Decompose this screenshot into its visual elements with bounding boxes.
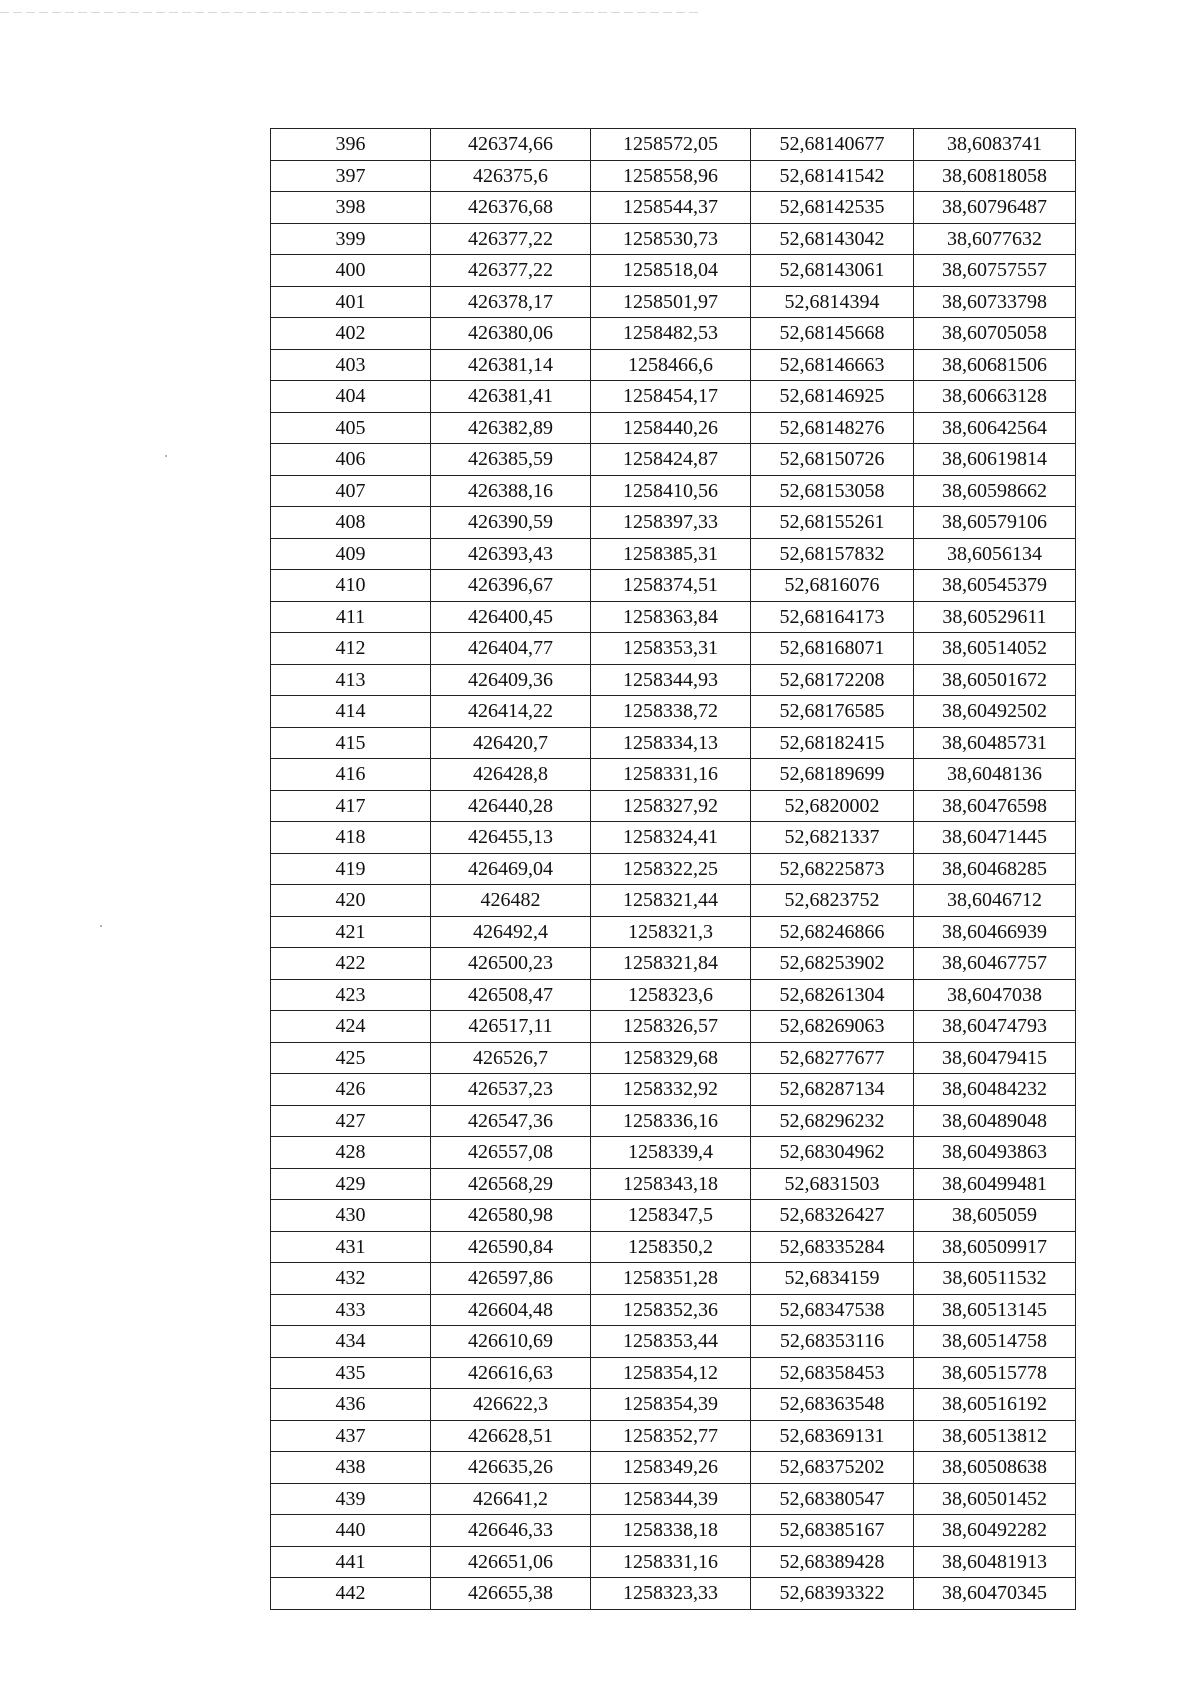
point-number-cell: 403 — [271, 349, 431, 381]
point-number-cell: 436 — [271, 1389, 431, 1421]
latitude-cell: 52,68225873 — [751, 853, 914, 885]
latitude-cell: 52,68146663 — [751, 349, 914, 381]
x-coordinate-cell: 426651,06 — [431, 1546, 591, 1578]
table-row — [271, 192, 1076, 224]
table-row — [271, 1200, 1076, 1232]
latitude-cell: 52,68326427 — [751, 1200, 914, 1232]
x-coordinate-cell: 426469,04 — [431, 853, 591, 885]
table-row — [271, 601, 1076, 633]
x-coordinate-cell: 426580,98 — [431, 1200, 591, 1232]
table-row — [271, 444, 1076, 476]
latitude-cell: 52,68157832 — [751, 538, 914, 570]
latitude-cell: 52,6834159 — [751, 1263, 914, 1295]
y-coordinate-cell: 1258440,26 — [591, 412, 751, 444]
longitude-cell: 38,60514052 — [914, 633, 1076, 665]
table-row — [271, 727, 1076, 759]
longitude-cell: 38,60509917 — [914, 1231, 1076, 1263]
longitude-cell: 38,60513145 — [914, 1294, 1076, 1326]
y-coordinate-cell: 1258344,39 — [591, 1483, 751, 1515]
latitude-cell: 52,68296232 — [751, 1105, 914, 1137]
x-coordinate-cell: 426414,22 — [431, 696, 591, 728]
y-coordinate-cell: 1258326,57 — [591, 1011, 751, 1043]
table-row — [271, 570, 1076, 602]
longitude-cell: 38,60489048 — [914, 1105, 1076, 1137]
table-row — [271, 381, 1076, 413]
y-coordinate-cell: 1258349,26 — [591, 1452, 751, 1484]
x-coordinate-cell: 426610,69 — [431, 1326, 591, 1358]
y-coordinate-cell: 1258424,87 — [591, 444, 751, 476]
table-row — [271, 916, 1076, 948]
latitude-cell: 52,68246866 — [751, 916, 914, 948]
latitude-cell: 52,68369131 — [751, 1420, 914, 1452]
longitude-cell: 38,60476598 — [914, 790, 1076, 822]
x-coordinate-cell: 426396,67 — [431, 570, 591, 602]
longitude-cell: 38,60516192 — [914, 1389, 1076, 1421]
y-coordinate-cell: 1258352,77 — [591, 1420, 751, 1452]
table-row — [271, 1231, 1076, 1263]
longitude-cell: 38,6077632 — [914, 223, 1076, 255]
point-number-cell: 423 — [271, 979, 431, 1011]
y-coordinate-cell: 1258344,93 — [591, 664, 751, 696]
y-coordinate-cell: 1258353,31 — [591, 633, 751, 665]
longitude-cell: 38,60681506 — [914, 349, 1076, 381]
y-coordinate-cell: 1258323,33 — [591, 1578, 751, 1610]
x-coordinate-cell: 426622,3 — [431, 1389, 591, 1421]
point-number-cell: 428 — [271, 1137, 431, 1169]
latitude-cell: 52,68304962 — [751, 1137, 914, 1169]
table-row — [271, 979, 1076, 1011]
point-number-cell: 407 — [271, 475, 431, 507]
longitude-cell: 38,60705058 — [914, 318, 1076, 350]
latitude-cell: 52,68182415 — [751, 727, 914, 759]
longitude-cell: 38,60508638 — [914, 1452, 1076, 1484]
point-number-cell: 441 — [271, 1546, 431, 1578]
y-coordinate-cell: 1258324,41 — [591, 822, 751, 854]
longitude-cell: 38,60818058 — [914, 160, 1076, 192]
x-coordinate-cell: 426597,86 — [431, 1263, 591, 1295]
y-coordinate-cell: 1258466,6 — [591, 349, 751, 381]
point-number-cell: 422 — [271, 948, 431, 980]
table-row — [271, 1011, 1076, 1043]
table-row — [271, 1515, 1076, 1547]
point-number-cell: 419 — [271, 853, 431, 885]
longitude-cell: 38,60663128 — [914, 381, 1076, 413]
y-coordinate-cell: 1258454,17 — [591, 381, 751, 413]
y-coordinate-cell: 1258321,84 — [591, 948, 751, 980]
x-coordinate-cell: 426628,51 — [431, 1420, 591, 1452]
y-coordinate-cell: 1258501,97 — [591, 286, 751, 318]
table-row — [271, 1263, 1076, 1295]
point-number-cell: 405 — [271, 412, 431, 444]
longitude-cell: 38,60485731 — [914, 727, 1076, 759]
x-coordinate-cell: 426378,17 — [431, 286, 591, 318]
x-coordinate-cell: 426420,7 — [431, 727, 591, 759]
latitude-cell: 52,68389428 — [751, 1546, 914, 1578]
table-row — [271, 1483, 1076, 1515]
point-number-cell: 409 — [271, 538, 431, 570]
latitude-cell: 52,68142535 — [751, 192, 914, 224]
latitude-cell: 52,68335284 — [751, 1231, 914, 1263]
point-number-cell: 404 — [271, 381, 431, 413]
point-number-cell: 437 — [271, 1420, 431, 1452]
longitude-cell: 38,60484232 — [914, 1074, 1076, 1106]
latitude-cell: 52,68155261 — [751, 507, 914, 539]
y-coordinate-cell: 1258572,05 — [591, 129, 751, 161]
point-number-cell: 415 — [271, 727, 431, 759]
point-number-cell: 440 — [271, 1515, 431, 1547]
x-coordinate-cell: 426400,45 — [431, 601, 591, 633]
latitude-cell: 52,68380547 — [751, 1483, 914, 1515]
y-coordinate-cell: 1258321,3 — [591, 916, 751, 948]
latitude-cell: 52,6820002 — [751, 790, 914, 822]
table-row — [271, 853, 1076, 885]
longitude-cell: 38,60466939 — [914, 916, 1076, 948]
x-coordinate-cell: 426380,06 — [431, 318, 591, 350]
point-number-cell: 426 — [271, 1074, 431, 1106]
point-number-cell: 434 — [271, 1326, 431, 1358]
x-coordinate-cell: 426381,14 — [431, 349, 591, 381]
latitude-cell: 52,68143042 — [751, 223, 914, 255]
latitude-cell: 52,68385167 — [751, 1515, 914, 1547]
latitude-cell: 52,68146925 — [751, 381, 914, 413]
x-coordinate-cell: 426381,41 — [431, 381, 591, 413]
x-coordinate-cell: 426604,48 — [431, 1294, 591, 1326]
y-coordinate-cell: 1258339,4 — [591, 1137, 751, 1169]
x-coordinate-cell: 426547,36 — [431, 1105, 591, 1137]
point-number-cell: 402 — [271, 318, 431, 350]
point-number-cell: 416 — [271, 759, 431, 791]
latitude-cell: 52,68261304 — [751, 979, 914, 1011]
coordinates-table-body — [271, 129, 1076, 1610]
y-coordinate-cell: 1258331,16 — [591, 759, 751, 791]
x-coordinate-cell: 426482 — [431, 885, 591, 917]
point-number-cell: 397 — [271, 160, 431, 192]
latitude-cell: 52,68189699 — [751, 759, 914, 791]
table-row — [271, 948, 1076, 980]
x-coordinate-cell: 426404,77 — [431, 633, 591, 665]
point-number-cell: 399 — [271, 223, 431, 255]
y-coordinate-cell: 1258530,73 — [591, 223, 751, 255]
point-number-cell: 421 — [271, 916, 431, 948]
latitude-cell: 52,6821337 — [751, 822, 914, 854]
y-coordinate-cell: 1258338,72 — [591, 696, 751, 728]
longitude-cell: 38,60474793 — [914, 1011, 1076, 1043]
longitude-cell: 38,60513812 — [914, 1420, 1076, 1452]
y-coordinate-cell: 1258351,28 — [591, 1263, 751, 1295]
latitude-cell: 52,68277677 — [751, 1042, 914, 1074]
longitude-cell: 38,60642564 — [914, 412, 1076, 444]
y-coordinate-cell: 1258544,37 — [591, 192, 751, 224]
x-coordinate-cell: 426455,13 — [431, 822, 591, 854]
longitude-cell: 38,60733798 — [914, 286, 1076, 318]
y-coordinate-cell: 1258343,18 — [591, 1168, 751, 1200]
latitude-cell: 52,68143061 — [751, 255, 914, 287]
table-row — [271, 633, 1076, 665]
x-coordinate-cell: 426557,08 — [431, 1137, 591, 1169]
latitude-cell: 52,68150726 — [751, 444, 914, 476]
table-row — [271, 129, 1076, 161]
point-number-cell: 438 — [271, 1452, 431, 1484]
x-coordinate-cell: 426646,33 — [431, 1515, 591, 1547]
x-coordinate-cell: 426590,84 — [431, 1231, 591, 1263]
table-row — [271, 286, 1076, 318]
table-row — [271, 1168, 1076, 1200]
x-coordinate-cell: 426382,89 — [431, 412, 591, 444]
longitude-cell: 38,60492502 — [914, 696, 1076, 728]
longitude-cell: 38,60515778 — [914, 1357, 1076, 1389]
longitude-cell: 38,60481913 — [914, 1546, 1076, 1578]
latitude-cell: 52,68375202 — [751, 1452, 914, 1484]
latitude-cell: 52,68347538 — [751, 1294, 914, 1326]
longitude-cell: 38,60514758 — [914, 1326, 1076, 1358]
table-row — [271, 538, 1076, 570]
y-coordinate-cell: 1258327,92 — [591, 790, 751, 822]
table-row — [271, 790, 1076, 822]
point-number-cell: 412 — [271, 633, 431, 665]
coordinates-table — [270, 128, 1076, 1610]
y-coordinate-cell: 1258347,5 — [591, 1200, 751, 1232]
longitude-cell: 38,60467757 — [914, 948, 1076, 980]
table-row — [271, 1357, 1076, 1389]
longitude-cell: 38,60545379 — [914, 570, 1076, 602]
x-coordinate-cell: 426374,66 — [431, 129, 591, 161]
latitude-cell: 52,68140677 — [751, 129, 914, 161]
x-coordinate-cell: 426655,38 — [431, 1578, 591, 1610]
point-number-cell: 432 — [271, 1263, 431, 1295]
table-row — [271, 349, 1076, 381]
point-number-cell: 413 — [271, 664, 431, 696]
table-row — [271, 664, 1076, 696]
longitude-cell: 38,60757557 — [914, 255, 1076, 287]
y-coordinate-cell: 1258332,92 — [591, 1074, 751, 1106]
table-row — [271, 1578, 1076, 1610]
longitude-cell: 38,60471445 — [914, 822, 1076, 854]
point-number-cell: 401 — [271, 286, 431, 318]
scan-edge-mark — [0, 12, 700, 13]
latitude-cell: 52,68253902 — [751, 948, 914, 980]
y-coordinate-cell: 1258482,53 — [591, 318, 751, 350]
y-coordinate-cell: 1258338,18 — [591, 1515, 751, 1547]
longitude-cell: 38,60511532 — [914, 1263, 1076, 1295]
latitude-cell: 52,68358453 — [751, 1357, 914, 1389]
longitude-cell: 38,60796487 — [914, 192, 1076, 224]
x-coordinate-cell: 426390,59 — [431, 507, 591, 539]
x-coordinate-cell: 426393,43 — [431, 538, 591, 570]
point-number-cell: 429 — [271, 1168, 431, 1200]
point-number-cell: 408 — [271, 507, 431, 539]
latitude-cell: 52,68141542 — [751, 160, 914, 192]
longitude-cell: 38,6047038 — [914, 979, 1076, 1011]
x-coordinate-cell: 426641,2 — [431, 1483, 591, 1515]
latitude-cell: 52,68172208 — [751, 664, 914, 696]
latitude-cell: 52,6816076 — [751, 570, 914, 602]
x-coordinate-cell: 426428,8 — [431, 759, 591, 791]
y-coordinate-cell: 1258397,33 — [591, 507, 751, 539]
y-coordinate-cell: 1258321,44 — [591, 885, 751, 917]
y-coordinate-cell: 1258352,36 — [591, 1294, 751, 1326]
x-coordinate-cell: 426376,68 — [431, 192, 591, 224]
table-row — [271, 1105, 1076, 1137]
table-row — [271, 318, 1076, 350]
table-row — [271, 1042, 1076, 1074]
point-number-cell: 442 — [271, 1578, 431, 1610]
point-number-cell: 417 — [271, 790, 431, 822]
point-number-cell: 427 — [271, 1105, 431, 1137]
longitude-cell: 38,60468285 — [914, 853, 1076, 885]
y-coordinate-cell: 1258331,16 — [591, 1546, 751, 1578]
latitude-cell: 52,68393322 — [751, 1578, 914, 1610]
point-number-cell: 433 — [271, 1294, 431, 1326]
table-row — [271, 1452, 1076, 1484]
table-row — [271, 1074, 1076, 1106]
table-row — [271, 1420, 1076, 1452]
x-coordinate-cell: 426388,16 — [431, 475, 591, 507]
longitude-cell: 38,60492282 — [914, 1515, 1076, 1547]
point-number-cell: 439 — [271, 1483, 431, 1515]
x-coordinate-cell: 426500,23 — [431, 948, 591, 980]
table-row — [271, 475, 1076, 507]
x-coordinate-cell: 426377,22 — [431, 255, 591, 287]
point-number-cell: 411 — [271, 601, 431, 633]
point-number-cell: 435 — [271, 1357, 431, 1389]
y-coordinate-cell: 1258374,51 — [591, 570, 751, 602]
longitude-cell: 38,60598662 — [914, 475, 1076, 507]
x-coordinate-cell: 426616,63 — [431, 1357, 591, 1389]
table-row — [271, 255, 1076, 287]
latitude-cell: 52,68148276 — [751, 412, 914, 444]
y-coordinate-cell: 1258354,39 — [591, 1389, 751, 1421]
y-coordinate-cell: 1258385,31 — [591, 538, 751, 570]
longitude-cell: 38,605059 — [914, 1200, 1076, 1232]
table-row — [271, 412, 1076, 444]
latitude-cell: 52,68287134 — [751, 1074, 914, 1106]
y-coordinate-cell: 1258354,12 — [591, 1357, 751, 1389]
table-row — [271, 1326, 1076, 1358]
y-coordinate-cell: 1258350,2 — [591, 1231, 751, 1263]
y-coordinate-cell: 1258363,84 — [591, 601, 751, 633]
point-number-cell: 396 — [271, 129, 431, 161]
table-row — [271, 1389, 1076, 1421]
longitude-cell: 38,60529611 — [914, 601, 1076, 633]
x-coordinate-cell: 426568,29 — [431, 1168, 591, 1200]
point-number-cell: 424 — [271, 1011, 431, 1043]
x-coordinate-cell: 426409,36 — [431, 664, 591, 696]
y-coordinate-cell: 1258322,25 — [591, 853, 751, 885]
latitude-cell: 52,6831503 — [751, 1168, 914, 1200]
longitude-cell: 38,6083741 — [914, 129, 1076, 161]
table-row — [271, 507, 1076, 539]
longitude-cell: 38,6056134 — [914, 538, 1076, 570]
longitude-cell: 38,60501672 — [914, 664, 1076, 696]
point-number-cell: 425 — [271, 1042, 431, 1074]
point-number-cell: 418 — [271, 822, 431, 854]
y-coordinate-cell: 1258336,16 — [591, 1105, 751, 1137]
latitude-cell: 52,68168071 — [751, 633, 914, 665]
table-row — [271, 223, 1076, 255]
x-coordinate-cell: 426517,11 — [431, 1011, 591, 1043]
x-coordinate-cell: 426440,28 — [431, 790, 591, 822]
latitude-cell: 52,68145668 — [751, 318, 914, 350]
latitude-cell: 52,6814394 — [751, 286, 914, 318]
y-coordinate-cell: 1258518,04 — [591, 255, 751, 287]
table-row — [271, 759, 1076, 791]
x-coordinate-cell: 426635,26 — [431, 1452, 591, 1484]
point-number-cell: 414 — [271, 696, 431, 728]
longitude-cell: 38,6048136 — [914, 759, 1076, 791]
x-coordinate-cell: 426385,59 — [431, 444, 591, 476]
x-coordinate-cell: 426492,4 — [431, 916, 591, 948]
longitude-cell: 38,60479415 — [914, 1042, 1076, 1074]
longitude-cell: 38,60501452 — [914, 1483, 1076, 1515]
y-coordinate-cell: 1258334,13 — [591, 727, 751, 759]
y-coordinate-cell: 1258323,6 — [591, 979, 751, 1011]
table-row — [271, 160, 1076, 192]
point-number-cell: 431 — [271, 1231, 431, 1263]
table-row — [271, 1137, 1076, 1169]
longitude-cell: 38,60493863 — [914, 1137, 1076, 1169]
table-row — [271, 696, 1076, 728]
point-number-cell: 400 — [271, 255, 431, 287]
table-row — [271, 822, 1076, 854]
table-row — [271, 1294, 1076, 1326]
latitude-cell: 52,68363548 — [751, 1389, 914, 1421]
table-row — [271, 1546, 1076, 1578]
point-number-cell: 398 — [271, 192, 431, 224]
x-coordinate-cell: 426375,6 — [431, 160, 591, 192]
x-coordinate-cell: 426537,23 — [431, 1074, 591, 1106]
y-coordinate-cell: 1258329,68 — [591, 1042, 751, 1074]
x-coordinate-cell: 426526,7 — [431, 1042, 591, 1074]
scan-speck — [100, 925, 102, 927]
y-coordinate-cell: 1258558,96 — [591, 160, 751, 192]
longitude-cell: 38,60579106 — [914, 507, 1076, 539]
longitude-cell: 38,60619814 — [914, 444, 1076, 476]
latitude-cell: 52,68153058 — [751, 475, 914, 507]
table-row — [271, 885, 1076, 917]
latitude-cell: 52,6823752 — [751, 885, 914, 917]
scan-speck — [165, 455, 167, 457]
latitude-cell: 52,68176585 — [751, 696, 914, 728]
longitude-cell: 38,60499481 — [914, 1168, 1076, 1200]
longitude-cell: 38,60470345 — [914, 1578, 1076, 1610]
y-coordinate-cell: 1258353,44 — [591, 1326, 751, 1358]
x-coordinate-cell: 426377,22 — [431, 223, 591, 255]
point-number-cell: 420 — [271, 885, 431, 917]
latitude-cell: 52,68269063 — [751, 1011, 914, 1043]
latitude-cell: 52,68164173 — [751, 601, 914, 633]
point-number-cell: 406 — [271, 444, 431, 476]
latitude-cell: 52,68353116 — [751, 1326, 914, 1358]
longitude-cell: 38,6046712 — [914, 885, 1076, 917]
y-coordinate-cell: 1258410,56 — [591, 475, 751, 507]
x-coordinate-cell: 426508,47 — [431, 979, 591, 1011]
point-number-cell: 410 — [271, 570, 431, 602]
point-number-cell: 430 — [271, 1200, 431, 1232]
